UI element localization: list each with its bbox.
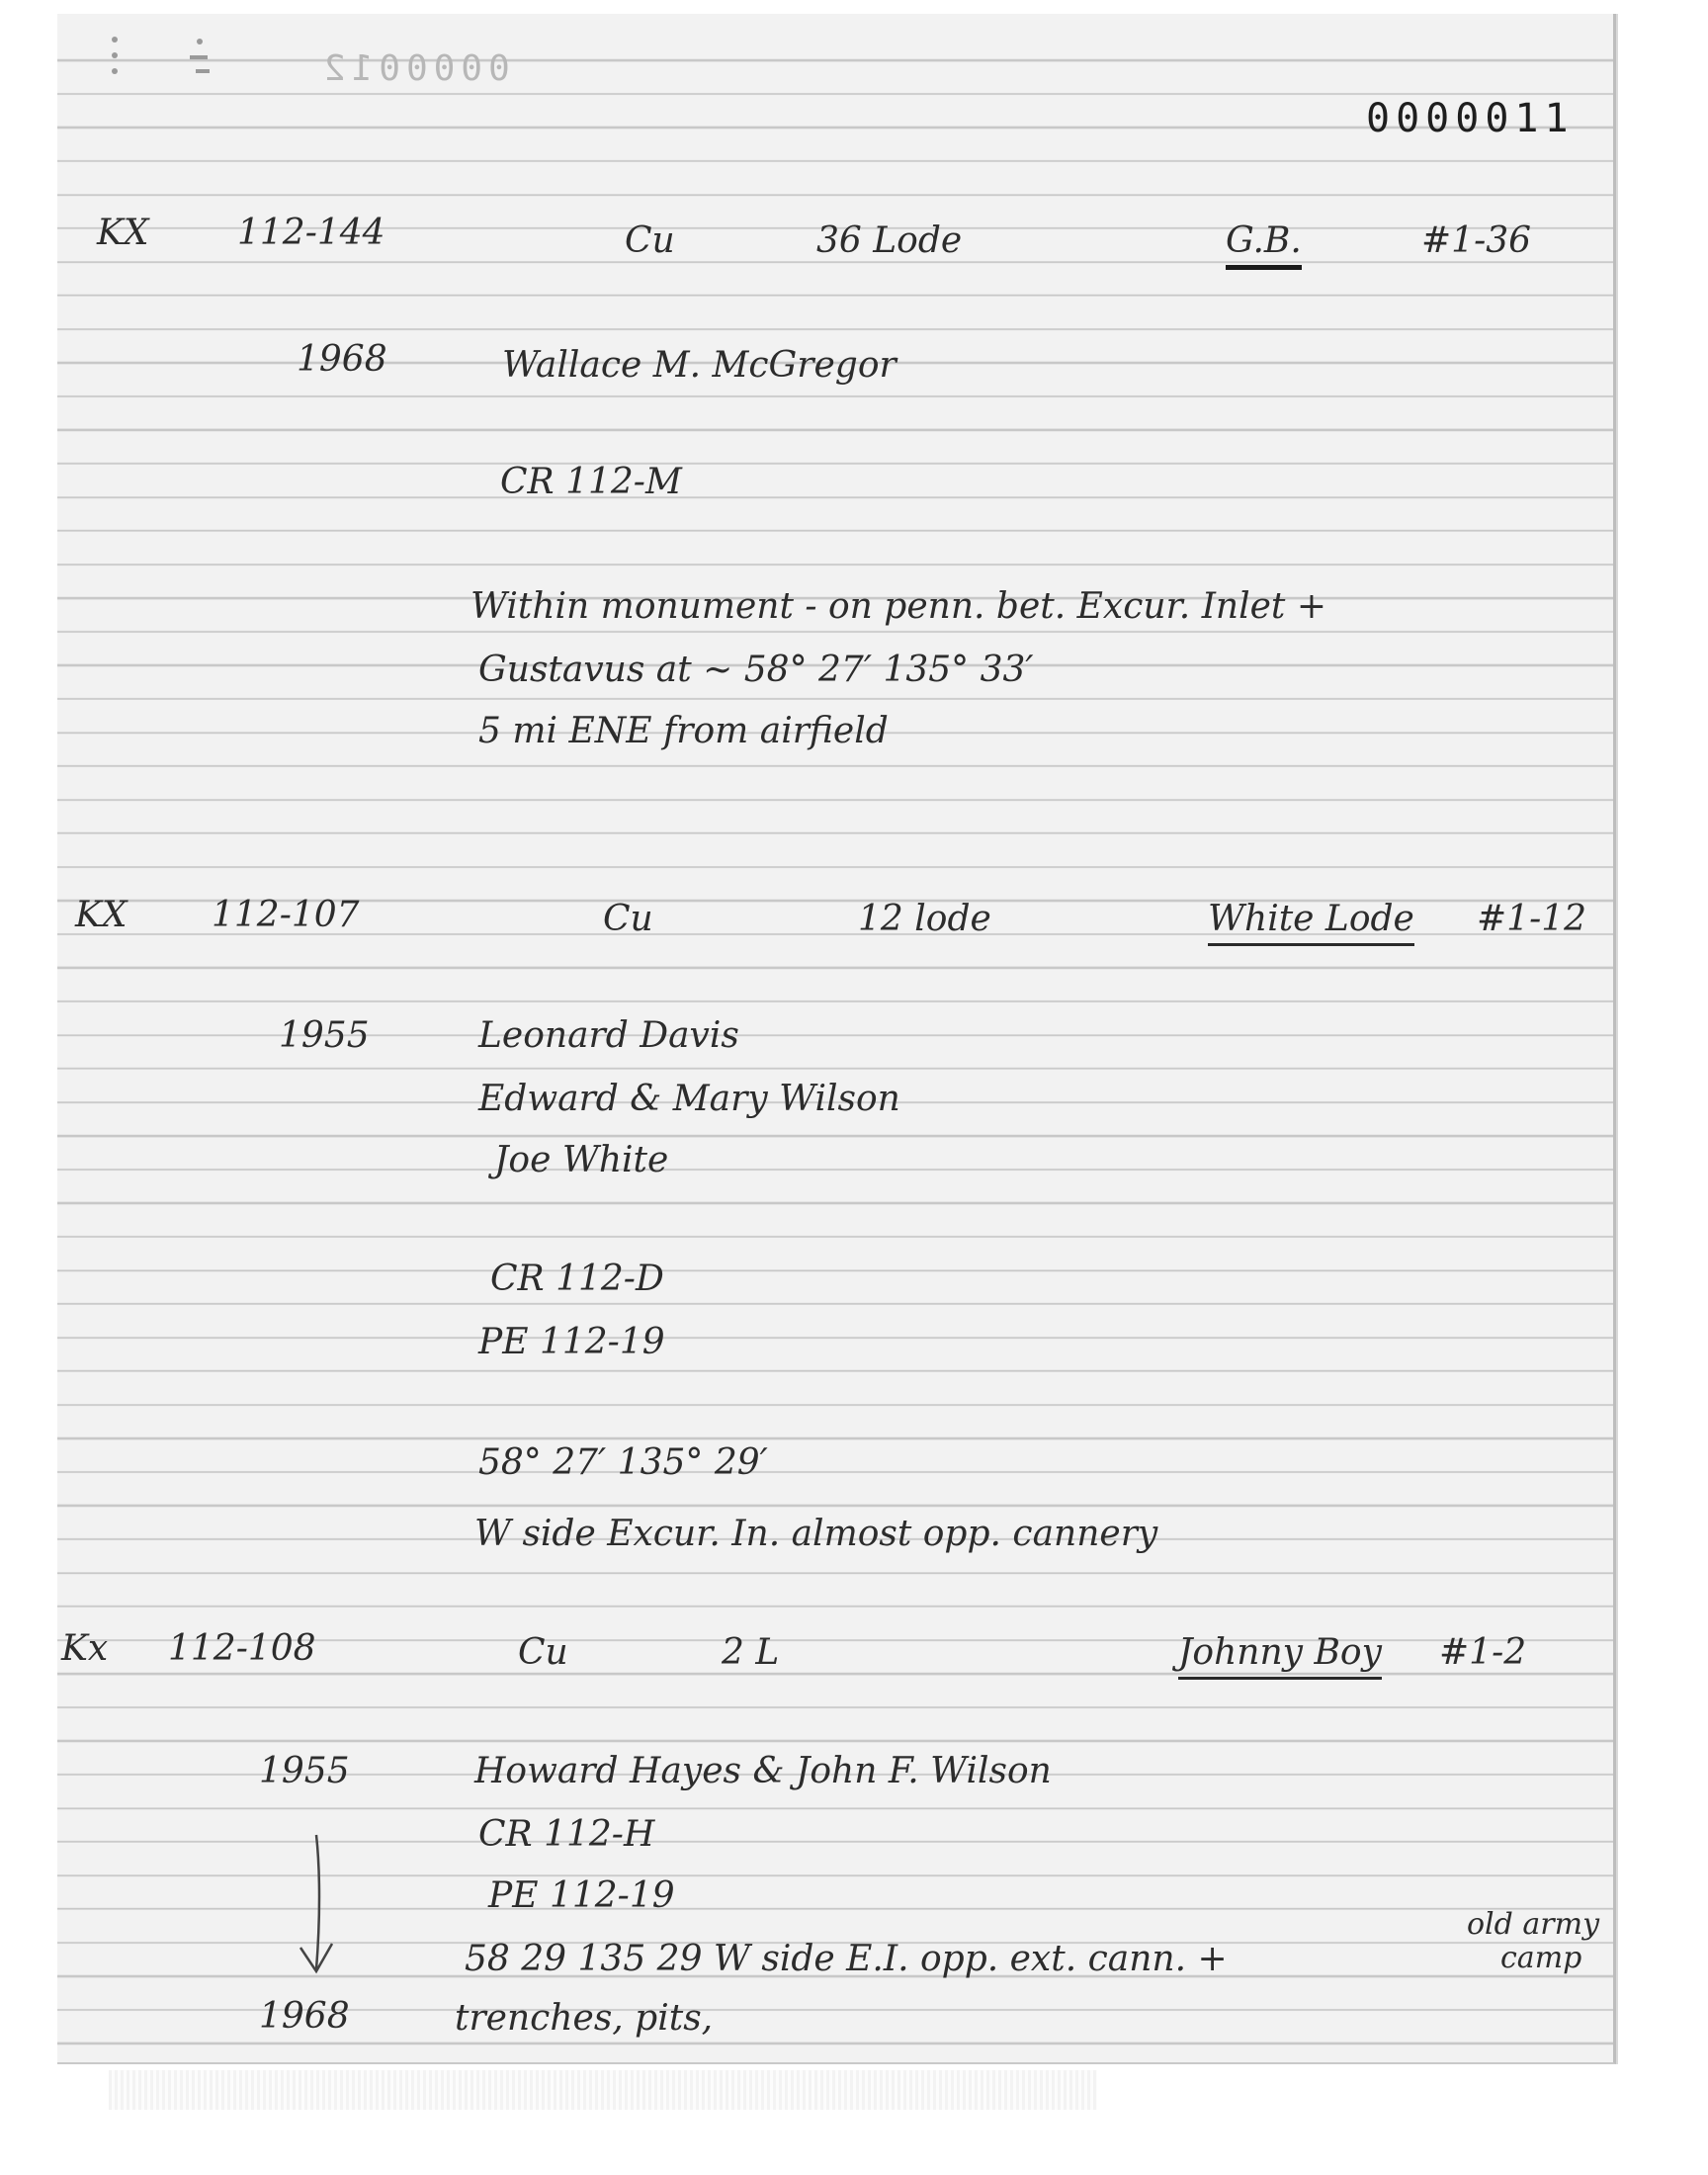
entry-3-claims: 2 L: [722, 1632, 780, 1673]
entry-2-kx: KX: [75, 895, 128, 935]
entry-3-notes: trenches, pits,: [455, 1998, 714, 2039]
entry-1-location-line-3: 5 mi ENE from airfield: [478, 711, 889, 751]
entry-3-year: 1955: [259, 1751, 350, 1791]
punch-marks: [107, 34, 225, 83]
entry-3-owners: Howard Hayes & John F. Wilson: [474, 1751, 1052, 1791]
entry-2-name: White Lode: [1208, 902, 1414, 946]
entry-1-name-range: #1-36: [1421, 220, 1532, 261]
entry-1-cr: CR 112-M: [500, 462, 682, 502]
entry-3-kx: Kx: [61, 1628, 109, 1669]
entry-2-number: 112-107: [212, 895, 360, 935]
scan-artifact: [109, 2070, 1097, 2110]
entry-1-commodity: Cu: [625, 220, 675, 261]
entry-3-number: 112-108: [168, 1628, 316, 1669]
entry-2-owner-3: Joe White: [494, 1140, 669, 1180]
entry-3-margin-note-1: old army: [1467, 1907, 1600, 1942]
entry-3-coords-location: 58 29 135 29 W side E.I. opp. ext. cann. +: [465, 1939, 1228, 1979]
entry-2-commodity: Cu: [603, 899, 653, 939]
entry-2-owner-2: Edward & Mary Wilson: [478, 1079, 900, 1119]
entry-1-owner: Wallace M. McGregor: [502, 345, 897, 386]
entry-2-name-range: #1-12: [1477, 899, 1587, 939]
entry-2-coords: 58° 27′ 135° 29′: [478, 1442, 768, 1483]
entry-3-name-range: #1-2: [1439, 1632, 1527, 1673]
entry-3-name: Johnny Boy: [1178, 1635, 1382, 1680]
bleed-through-stamp: 0000012: [318, 48, 510, 89]
entry-1-number: 112-144: [237, 213, 385, 253]
entry-2-pe: PE 112-19: [478, 1322, 665, 1362]
entry-1-year: 1968: [297, 339, 387, 380]
entry-1-location-line-1: Within monument - on penn. bet. Excur. Inlet +: [470, 586, 1326, 627]
entry-2-location: W side Excur. In. almost opp. cannery: [474, 1514, 1158, 1554]
entry-1-location-line-2: Gustavus at ~ 58° 27′ 135° 33′: [478, 650, 1034, 690]
entry-3-pe: PE 112-19: [488, 1875, 675, 1916]
entry-1-claims: 36 Lode: [816, 220, 963, 261]
page-number-stamp: 0000011: [1366, 96, 1575, 141]
entry-2-owner-1: Leonard Davis: [478, 1015, 739, 1056]
entry-1-kx: KX: [97, 213, 149, 253]
arrow-down-icon: [293, 1831, 342, 1979]
entry-2-year: 1955: [279, 1015, 370, 1056]
entry-3-end-year: 1968: [259, 1996, 350, 2037]
entry-3-commodity: Cu: [518, 1632, 568, 1673]
entry-3-cr: CR 112-H: [478, 1814, 655, 1855]
entry-2-claims: 12 lode: [858, 899, 991, 939]
entry-2-cr: CR 112-D: [490, 1259, 664, 1299]
entry-1-name: G.B.: [1226, 223, 1302, 270]
entry-3-margin-note-2: camp: [1500, 1941, 1582, 1975]
